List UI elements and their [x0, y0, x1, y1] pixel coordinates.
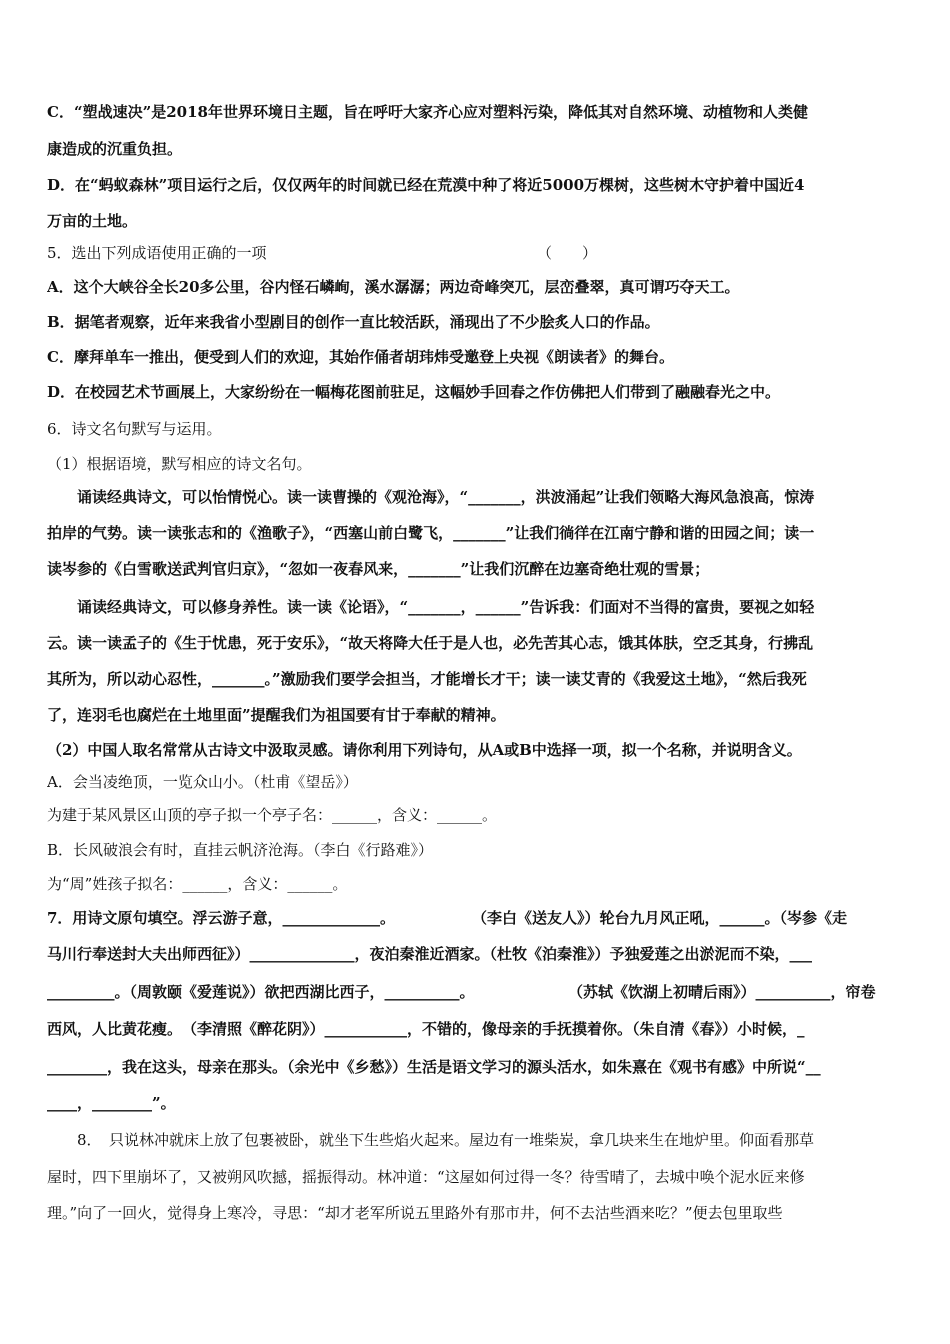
- q7-line1: [0, 903, 950, 933]
- q7-line2: 马川行奉送封大夫出师西征》）______________，夜泊秦淮近酒家。（杜牧《泊秦淮》）予独爱莲之出淤泥而不染，___: [47, 945, 813, 963]
- q7-line3-part1: _________。（周敦颐《爱莲说》）欲把西湖比西子，__________。: [47, 983, 475, 1001]
- q6-para2-line2: 云。读一读孟子的《生于忧患，死于安乐》，“故天将降大任于是人也，必先苦其心志，饿其体肤，空乏其身，行拂乱: [47, 634, 814, 652]
- q6-para1-line3: 读岑参的《白雪歌送武判官归京》，“忽如一夜春风来，_______”让我们沉醉在边塞奇绝壮观的雪景；: [47, 560, 710, 578]
- q7-line1-part2: （李白《送友人》）轮台九月风正吼，______。（岑参《走: [472, 909, 848, 927]
- q7-line3: [0, 977, 950, 1007]
- q6-stem: 6．诗文名句默写与运用。: [47, 420, 222, 438]
- q7-line3-part2: （苏轼《饮湖上初晴后雨》）__________，帘卷: [568, 983, 876, 1001]
- q5-stem-row: [0, 238, 950, 268]
- q8-line2: 屋时，四下里崩坏了，又被朔风吹撼，摇振得动。林冲道：“这屋如何过得一冬？待雪晴了，去城中唤个泥水匠来修: [47, 1168, 805, 1186]
- q7-line4: 西风，人比黄花瘦。 （李清照《醉花阴》）___________，不错的，像母亲的手抚摸着你。（朱自清《春》）小时候，_: [47, 1020, 805, 1038]
- q4-option-d-line1: D．在“蚂蚁森林”项目运行之后，仅仅两年的时间就已经在荒漠中种了将近5000万棵树，这些树木守护着中国近4: [47, 176, 805, 194]
- q6-option-a: A．会当凌绝顶，一览众山小。（杜甫《望岳》）: [47, 773, 358, 791]
- q5-option-c: C．摩拜单车一推出，便受到人们的欢迎，其始作俑者胡玮炜受邀登上央视《朗读者》的舞台。: [47, 348, 674, 366]
- q8-line3: 理。”向了一回火，觉得身上寒冷，寻思：“却才老军所说五里路外有那市井，何不去沽些酒来吃？”便去包里取些: [47, 1204, 783, 1222]
- q6-option-b-task: 为“周”姓孩子拟名：______，含义：______。: [47, 875, 348, 893]
- q7-line5: ________，我在这头，母亲在那头。（余光中《乡愁》）生活是语文学习的源头活水，如朱熹在《观书有感》中所说“__: [47, 1058, 821, 1076]
- q4-option-c-line2: 康造成的沉重负担。: [47, 140, 183, 158]
- q5-option-d: D．在校园艺术节画展上，大家纷纷在一幅梅花图前驻足，这幅妙手回春之作仿佛把人们带到了融融春光之中。: [47, 383, 781, 401]
- q8-line1: 8． 只说林冲就床上放了包裹被卧，就坐下生些焰火起来。屋边有一堆柴炭，拿几块来生在地炉里。仰面看那草: [47, 1131, 815, 1149]
- q4-option-c-line1: C．“塑战速决”是2018年世界环境日主题，旨在呼吁大家齐心应对塑料污染，降低其对自然环境、动植物和人类健: [47, 103, 808, 121]
- q6-para2-line4: 了，连羽毛也腐烂在土地里面”提醒我们为祖国要有甘于奉献的精神。: [47, 706, 506, 724]
- q6-part2-heading: （2）中国人取名常常从古诗文中汲取灵感。请你利用下列诗句，从A或B中选择一项，拟一个名称，并说明含义。: [47, 741, 802, 759]
- q6-para2-line3: 其所为，所以动心忍性，_______。”激励我们要学会担当，才能增长才干；读一读艾青的《我爱这土地》，“然后我死: [47, 670, 807, 688]
- q6-option-b: B．长风破浪会有时，直挂云帆济沧海。（李白《行路难》）: [47, 841, 434, 859]
- q5-option-a: A．这个大峡谷全长20多公里，谷内怪石嶙峋，溪水潺潺；两边奇峰突兀，层峦叠翠，真可谓巧夺天工。: [47, 278, 740, 296]
- q7-line1-part1: 7．用诗文原句填空。浮云游子意，_____________。: [47, 909, 395, 927]
- q6-option-a-task: 为建于某风景区山顶的亭子拟一个亭子名：______，含义：______。: [47, 806, 498, 824]
- q5-stem: 5．选出下列成语使用正确的一项: [47, 244, 267, 262]
- q6-para1-line1: 诵读经典诗文，可以怡情悦心。读一读曹操的《观沧海》，“_______，洪波涌起”让我们领略大海风急浪高，惊涛: [47, 488, 815, 506]
- q6-para1-line2: 拍岸的气势。读一读张志和的《渔歌子》，“西塞山前白鹭飞，_______”让我们徜徉在江南宁静和谐的田园之间；读一: [47, 524, 815, 542]
- q6-para2-line1: 诵读经典诗文，可以修身养性。读一读《论语》，“_______，______”告诉我：们面对不当得的富贵，要视之如轻: [47, 598, 815, 616]
- q5-option-b: B．据笔者观察，近年来我省小型剧目的创作一直比较活跃，涌现出了不少脍炙人口的作品。: [47, 313, 660, 331]
- q6-part1-heading: （1）根据语境，默写相应的诗文名句。: [47, 455, 312, 473]
- q4-option-d-line2: 万亩的土地。: [47, 212, 138, 230]
- q7-line6: ____，________”。: [47, 1094, 176, 1112]
- q5-answer-paren: （ ）: [537, 244, 598, 262]
